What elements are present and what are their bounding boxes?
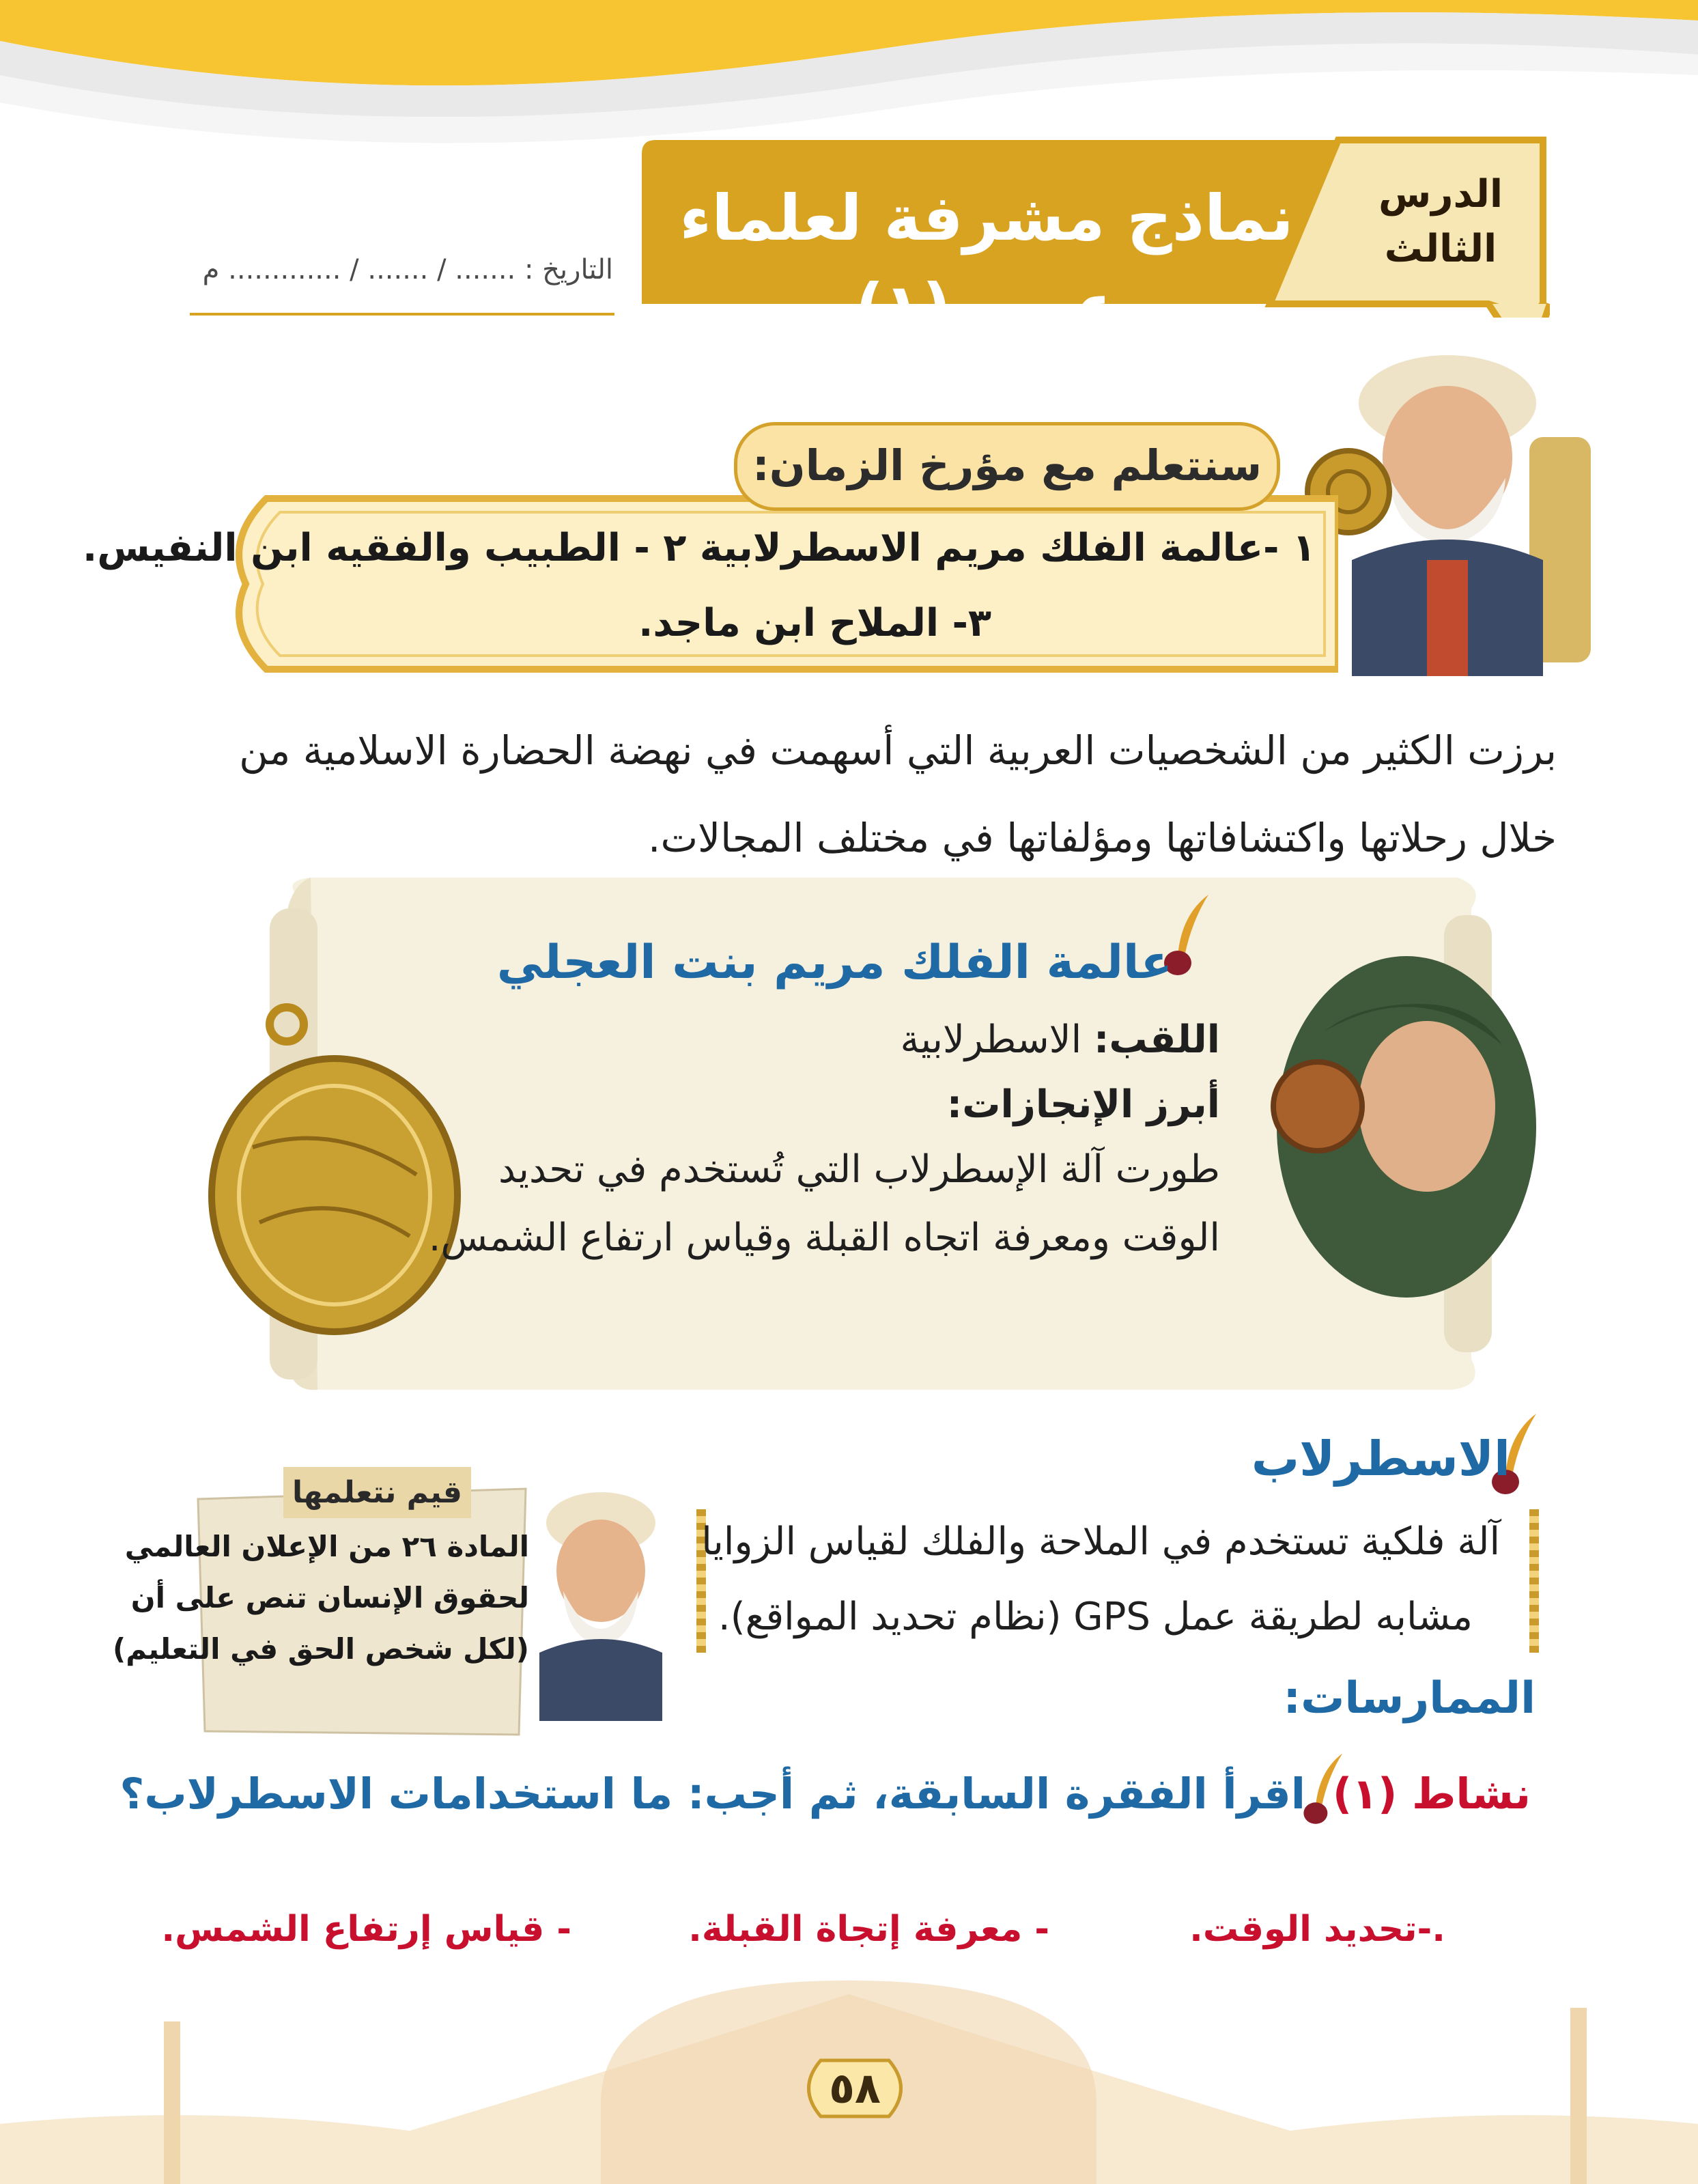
learn-heading-pill: سنتعلم مع مؤرخ الزمان:	[734, 422, 1280, 511]
achievement-line1: طورت آلة الإسطرلاب التي تُستخدم في تحديد	[498, 1147, 1220, 1192]
golden-astrolabe-image	[198, 997, 464, 1339]
astrolabe-heading: الاسطرلاب	[1251, 1431, 1510, 1487]
page-number: ٥٨	[829, 2063, 881, 2113]
lesson-number-label	[1352, 167, 1529, 277]
scientist-name: عالمة الفلك مريم بنت العجلي	[496, 936, 1172, 990]
intro-paragraph: برزت الكثير من الشخصيات العربية التي أسهمت في نهضة الحضارة الاسلامية من خلال رحلاتها واكتشافاتها ومؤلفاتها في مختلف المجالات.	[239, 727, 1557, 861]
astrolabe-line1: آلة فلكية تستخدم في الملاحة والفلك لقياس الزوايا	[701, 1520, 1500, 1564]
lesson-label-line2: الثالث	[1384, 227, 1497, 271]
achievements-heading	[947, 1082, 1220, 1127]
nickname-label: اللقب:	[1093, 1018, 1220, 1062]
activity-question: اقرأ الفقرة السابقة، ثم أجب: ما استخدامات الاسطرلاب؟	[119, 1769, 1305, 1819]
activity-label: نشاط (١)	[1332, 1769, 1531, 1819]
lesson-title: نماذج مشرفة لعلماء عرب (١)	[679, 182, 1294, 344]
learn-item-line2: ٣- الملاح ابن ماجد.	[638, 601, 991, 645]
quill-icon	[1301, 1752, 1348, 1827]
date-field: التاريخ : ....... / ....... / ............. م	[202, 254, 613, 285]
date-underline	[190, 313, 614, 316]
thinking-historian-illustration	[533, 1489, 669, 1721]
answer-item: .-تحديد الوقت.	[1189, 1909, 1445, 1950]
lesson-label-line1: الدرس	[1378, 172, 1503, 216]
values-note-line1: المادة ٢٦ من الإعلان العالمي	[124, 1530, 529, 1563]
values-note-line2: لحقوق الإنسان تنص على أن	[130, 1581, 529, 1614]
answer-item: - معرفة إتجاة القبلة.	[688, 1909, 1049, 1950]
learn-item-line1: ١ -عالمة الفلك مريم الاسطرلابية ٢ - الطبيب والفقيه ابن النفيس.	[82, 526, 1316, 570]
learn-objectives-frame	[225, 492, 1338, 676]
scientist-portrait-image	[1270, 949, 1543, 1304]
values-note-tag: قيم نتعلمها	[283, 1467, 471, 1518]
answer-item: - قياس إرتفاع الشمس.	[161, 1909, 571, 1950]
achievement-line2: الوقت ومعرفة اتجاه القبلة وقياس ارتفاع الشمس.	[428, 1216, 1220, 1260]
astrolabe-line2: مشابه لطريقة عمل GPS (نظام تحديد المواقع).	[718, 1595, 1473, 1639]
decorative-bar-right	[1529, 1509, 1539, 1653]
nickname-line	[900, 1018, 1220, 1062]
achievements-label: أبرز الإنجازات:	[946, 1082, 1220, 1127]
practices-heading: الممارسات:	[1283, 1673, 1536, 1724]
historian-character-illustration	[1297, 355, 1598, 676]
nickname-value: الاسطرلابية	[900, 1018, 1094, 1062]
values-note-line3: (لكل شخص الحق في التعليم)	[113, 1632, 529, 1666]
